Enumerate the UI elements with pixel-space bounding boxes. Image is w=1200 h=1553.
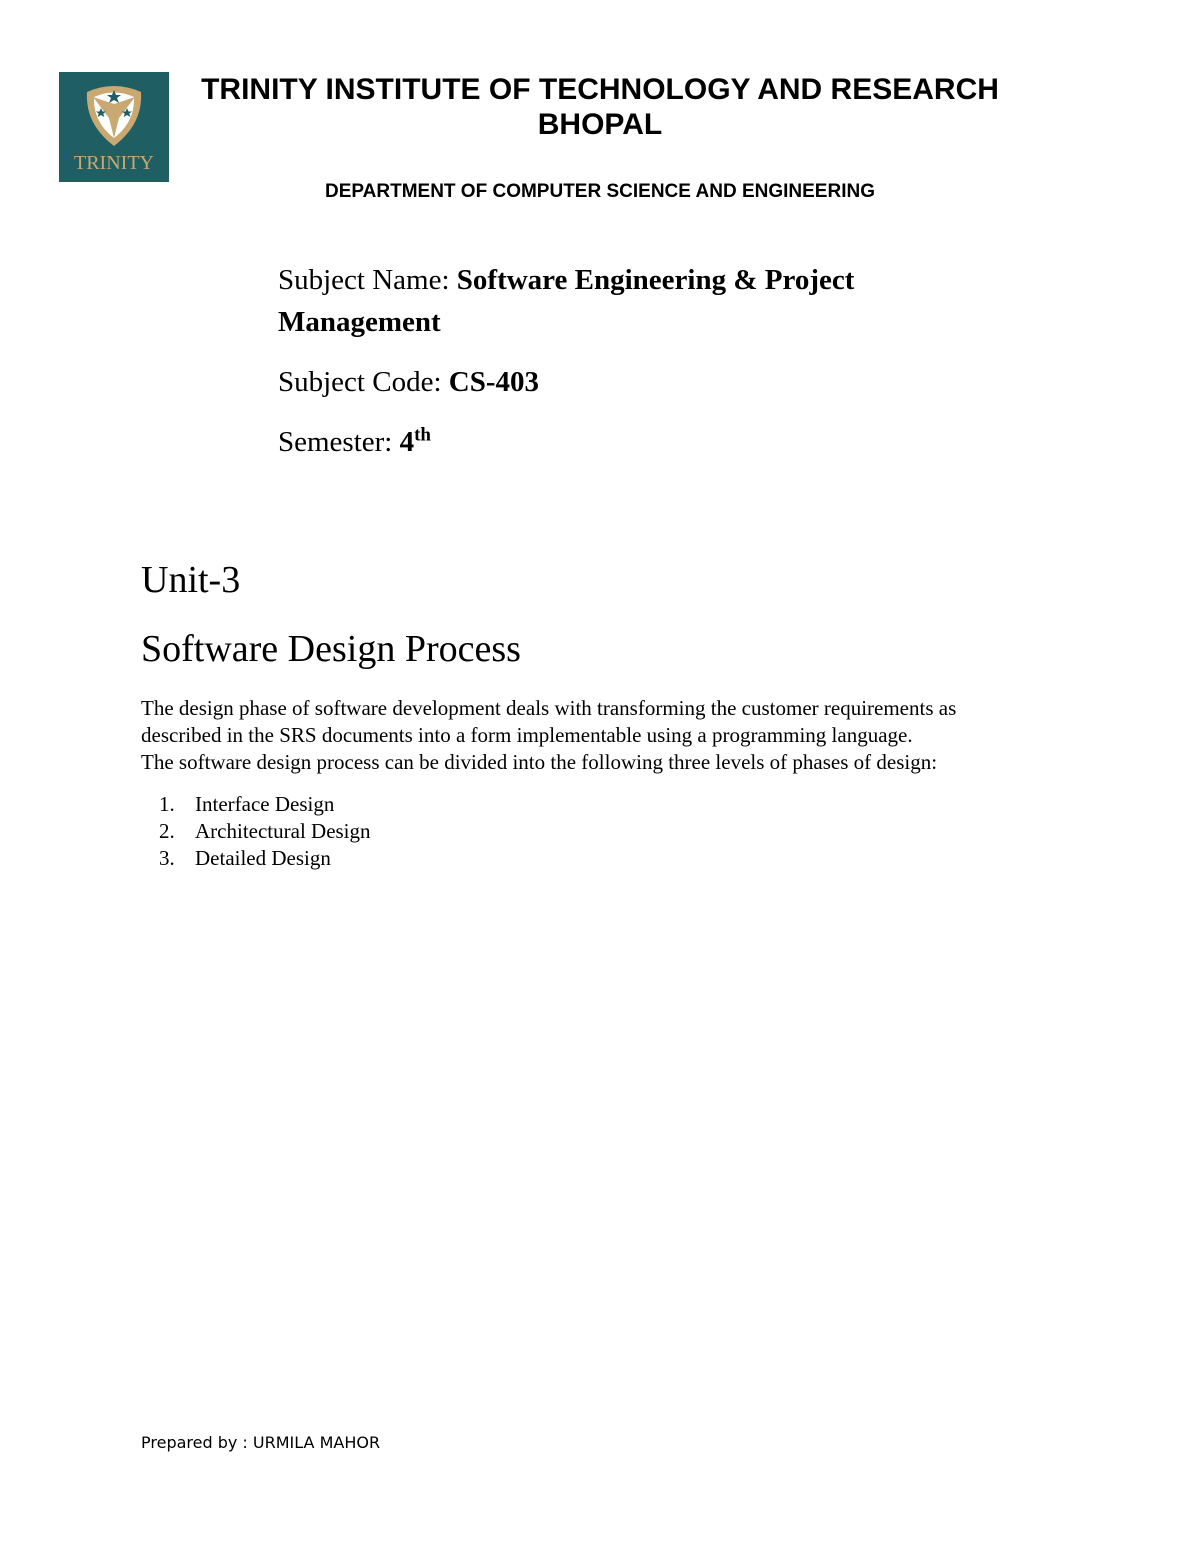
subject-name-value-continued: Management — [278, 306, 441, 338]
semester-row — [278, 421, 978, 463]
list-number: 2. — [159, 819, 175, 843]
subject-code-value: CS-403 — [448, 366, 539, 398]
semester-value: 4 — [399, 426, 415, 458]
institute-name: TRINITY INSTITUTE OF TECHNOLOGY AND RESEARCH — [201, 73, 999, 106]
department-title: DEPARTMENT OF COMPUTER SCIENCE AND ENGINEERING — [325, 181, 875, 202]
subject-name-value: Software Engineering & Project — [456, 264, 855, 296]
institute-city: BHOPAL — [537, 108, 663, 141]
institute-title — [150, 72, 1050, 142]
subject-name-row — [278, 259, 978, 301]
intro-paragraph — [141, 695, 1071, 776]
subject-name-row-continued — [278, 301, 978, 343]
subject-code-label: Subject Code: — [278, 366, 449, 398]
paragraph-line: described in the SRS documents into a form implementable using a programming language. — [141, 723, 913, 747]
prepared-by-footer: Prepared by : URMILA MAHOR — [141, 1433, 381, 1452]
paragraph-line: The design phase of software development deals with transforming the customer requirements as — [141, 696, 957, 720]
unit-title: Unit-3 — [141, 559, 241, 601]
list-text: Architectural Design — [195, 819, 371, 843]
paragraph-line: The software design process can be divided into the following three levels of phases of design: — [141, 750, 938, 774]
semester-suffix: th — [414, 424, 432, 446]
list-number: 1. — [159, 792, 175, 816]
logo-text: TRINITY — [74, 152, 154, 174]
list-text: Interface Design — [195, 792, 335, 816]
list-number: 3. — [159, 846, 175, 870]
semester-label: Semester: — [278, 426, 400, 458]
subject-info — [278, 259, 978, 463]
subject-name-label: Subject Name: — [278, 264, 457, 296]
list-text: Detailed Design — [195, 846, 331, 870]
subject-code-row — [278, 361, 978, 403]
section-title: Software Design Process — [141, 628, 521, 670]
